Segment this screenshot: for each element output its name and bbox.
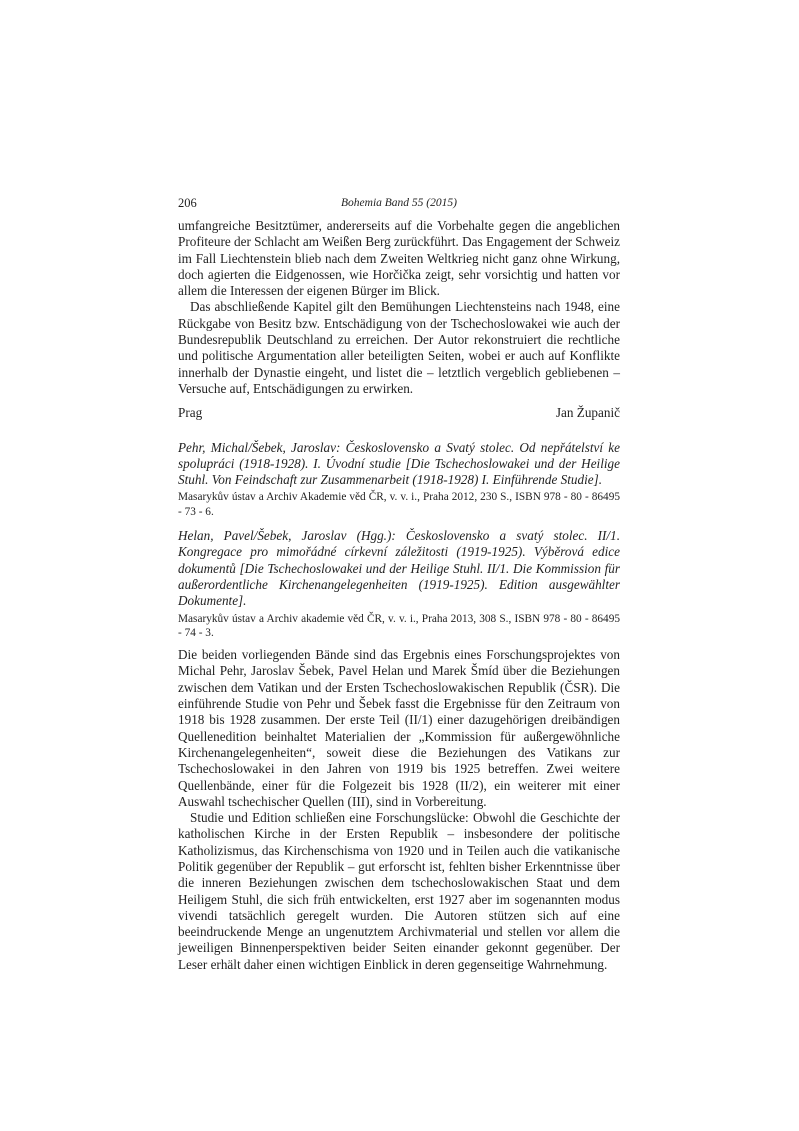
previous-review [178, 218, 620, 422]
body-paragraph: umfangreiche Besitztümer, andererseits auf die Vorbehalte gegen die angeblichen Profiteure der Schlacht am Weißen Berg zurückführt. Das Engagement der Schweiz im Fall Liechtenstein blieb nach dem Zweiten Weltkrieg nicht ganz ohne Wirkung, doch agierten die Eidgenossen, wie Horčička zeigt, sehr vorsichtig und hatten vor allem die Interessen der eigenen Bürger im Blick. [178, 218, 620, 299]
page-number: 206 [178, 196, 197, 210]
running-head [178, 196, 620, 218]
signature-place: Prag [178, 405, 203, 421]
book-title: Pehr, Michal/Šebek, Jaroslav: Československo a Svatý stolec. Od nepřátelství ke spolupráci (1918-1928). I. Úvodní studie [Die Tschechoslowakei und der Heilige Stuhl. Von Feindschaft zur Zusammenarbeit (1918-1928) I. Einführende Studie]. [178, 439, 620, 488]
book-entry [178, 528, 620, 641]
page [178, 196, 620, 973]
book-title: Helan, Pavel/Šebek, Jaroslav (Hgg.): Československo a svatý stolec. II/1. Kongregace pro mimořádné církevní záležitosti (1919-1925). Výběrová edice dokumentů [Die Tschechoslowakei und der Heilige Stuhl. II/1. Die Kommission für außerordentliche Kirchenangelegenheiten (1919-1925). Edition ausgewählter Dokumente]. [178, 528, 620, 609]
book-publisher: Masarykův ústav a Archiv akademie věd ČR, v. v. i., Praha 2013, 308 S., ISBN 978 - 80 - 86495 - 74 - 3. [178, 612, 620, 640]
body-paragraph: Studie und Edition schließen eine Forschungslücke: Obwohl die Geschichte der katholischen Kirche in der Ersten Republik – insbesondere der politische Katholizismus, das Kirchenschisma von 1920 und in Teilen auch die vatikanische Politik gegenüber der Republik – gut erforscht ist, fehlten bisher Erkenntnisse über die inneren Beziehungen zwischen dem tschechoslowakischen Staat und dem Heiligem Stuhl, die sich früh entwickelten, erst 1927 aber im sogenannten modus vivendi tatsächlich geregelt wurden. Die Autoren stützen sich auf eine beeindruckende Menge an ungenutztem Archivmaterial und stellen vor allem die jeweiligen Binnenperspektiven beider Seiten einander gekonnt gegenüber. Der Leser erhält daher einen wichtigen Einblick in deren gegenseitige Wahrnehmung. [178, 810, 620, 972]
journal-title: Bohemia Band 55 (2015) [341, 197, 457, 209]
review-signature [178, 405, 620, 421]
book-entry [178, 440, 620, 520]
review-body [178, 647, 620, 973]
body-paragraph: Das abschließende Kapitel gilt den Bemühungen Liechtensteins nach 1948, eine Rückgabe von Besitz bzw. Entschädigung von der Tschechoslowakei wie auch der Bundesrepublik Deutschland zu erreichen. Der Autor rekonstruiert die rechtliche und politische Argumentation aller beteiligten Seiten, wobei er auch auf Konflikte innerhalb der Dynastie eingeht, und listet die – letztlich vergeblich gebliebenen – Versuche auf, Entschädigungen zu erwirken. [178, 299, 620, 396]
signature-author: Jan Županič [555, 405, 620, 421]
book-publisher: Masarykův ústav a Archiv Akademie věd ČR, v. v. i., Praha 2012, 230 S., ISBN 978 - 80 - 86495 - 73 - 6. [178, 491, 620, 519]
body-paragraph: Die beiden vorliegenden Bände sind das Ergebnis eines Forschungsprojektes von Michal Pehr, Jaroslav Šebek, Pavel Helan und Marek Šmíd über die Beziehungen zwischen dem Vatikan und der Ersten Tschechoslowakischen Republik (ČSR). Die einführende Studie von Pehr und Šebek fasst die Ergebnisse für den Zeitraum von 1918 bis 1928 zusammen. Der erste Teil (II/1) einer dazugehörigen dreibändigen Quellenedition beinhaltet Materialien der „Kommission für außergewöhnliche Kirchenangelegenheiten“, soweit diese die Beziehungen des Vatikans zur Tschechoslowakei in den Jahren von 1919 bis 1925 betreffen. Zwei weitere Quellenbände, einer für die Folgezeit bis 1928 (II/2), ein weiterer mit einer Auswahl tschechischer Quellen (III), sind in Vorbereitung. [178, 647, 620, 809]
